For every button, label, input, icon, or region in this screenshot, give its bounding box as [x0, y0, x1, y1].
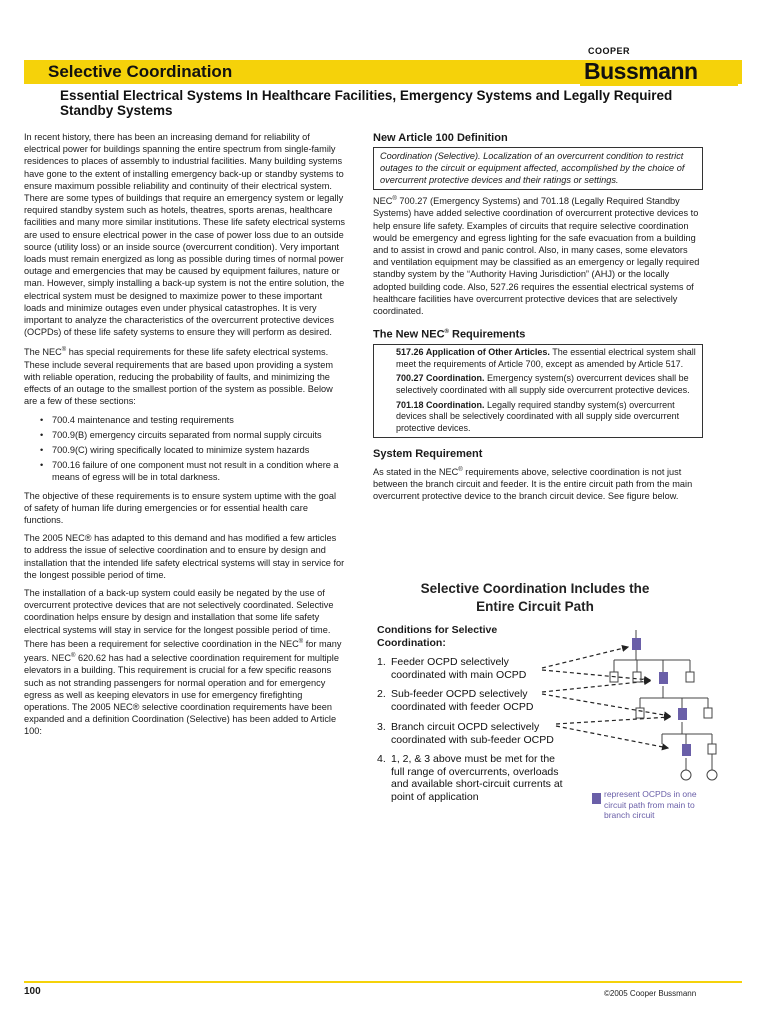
paragraph-system-requirement: As stated in the NEC® requirements above, selective coordination is not just between the branch circuit and feeder. It is the entire circuit path from the main overcurrent protective device to the branch circuit device. See figure below.	[373, 466, 693, 501]
brand-main-text: Bussmann	[584, 58, 698, 84]
condition-item-1: 1. Feeder OCPD selectively coordinated with main OCPD	[377, 656, 527, 681]
arrow-branch	[556, 726, 668, 748]
arrow-branch-subfeeder	[556, 717, 670, 724]
paragraph-2005-nec: The 2005 NEC® has adapted to this demand and has modified a few articles to address the issue of selective coordination and to ensure by design and installation that the intended life safety electrical systems will stay in service for the longest possible period of time.	[24, 533, 345, 580]
condition-item-4: 4. 1, 2, & 3 above must be met for the full range of overcurrents, overloads and available short-circuit currents at point of application	[377, 753, 563, 803]
legend-text: represent OCPDs in one circuit path from main to branch circuit	[604, 789, 697, 820]
arrow-subfeeder-feeder	[542, 681, 650, 692]
list-item: • 700.9(C) wiring specifically located to minimize system hazards	[40, 444, 310, 455]
ocpd-main-marker	[632, 638, 641, 650]
paragraph-intro: In recent history, there has been an increasing demand for reliability of electrical power for buildings spanning the entire spectrum from single-family residences to places of assembly to industrial facilities. Many building systems have gone to the extent of installing emergency back-up or standby systems to ensure maximum possible reliability and continuity of their electrical system. There are some types of buildings that require an emergency system or legally required standby system such as hotels, theatres, sports arenas, healthcare facilities and many more similar institutions. These life safety electrical systems are used to ensure electrical power in the case of power loss due to an outside source (utility loss) or an inside source (overcurrent condition). Very important loads must remain energized as long as possible during times of normal power outage and emergencies that may be caused by equipment failures, nature or man. However, simply installing a back-up system is not the entire solution, the electrical system must be designed to maximize power to these important loads and minimize outages even under physical catastrophes. It is very important to analyze the characteristics of the overcurrent protective devices (OCPDs) of these life safety systems to ensure they will perform as desired.	[24, 132, 345, 338]
page-subtitle: Essential Electrical Systems In Healthcare Facilities, Emergency Systems and Legally Required Standby Systems	[60, 88, 673, 118]
paragraph-nec-requirements: The NEC® has special requirements for these life safety electrical systems. These include several requirements that are based upon providing a system with reliable operation, reducing the probability of faults, and minimizing the effects of an outage to the smallest portion of the system as possible. Below are a few of these sections:	[24, 347, 333, 407]
heading-definition: New Article 100 Definition	[373, 132, 508, 144]
definition-box: Coordination (Selective). Localization of an overcurrent condition to restrict outages to the circuit or equipment affected, accomplished by the choice of overcurrent protective devices and their ratings or settings.	[373, 147, 703, 190]
requirement-701-18: 701.18 Coordination. Legally required standby system(s) overcurrent devices shall be selectively coordinated with all supply side overcurrent protective devices.	[396, 399, 680, 433]
heading-system-requirement: System Requirement	[373, 448, 483, 461]
requirement-700-27: 700.27 Coordination. Emergency system(s) overcurrent devices shall be selectively coordinated with all supply side overcurrent protective devices.	[396, 373, 690, 395]
list-item: • 700.4 maintenance and testing requirements	[40, 414, 234, 425]
list-item: • 700.9(B) emergency circuits separated from normal supply circuits	[40, 429, 322, 440]
paragraph-backup-system: The installation of a back-up system could easily be negated by the use of overcurrent protective devices that are not selectively coordinated. Selective coordination helps ensure by design and installation that some life safety electrical systems will stay in service for the longest possible period of time. There has been a requirement for selective coordination in the NEC® for many years. NEC® 620.62 has had a selective coordination requirement for multiple elevators in a building. This requirement is crucial for a few specific reasons such as not stranding passengers for normal operation and for emergency egress as well as keeping elevators in use for emergency firefighting operations. The 2005 NEC® selective coordination requirements have been expanded and a definition Coordination (Selective) has been added to Article 100:	[24, 587, 342, 737]
arrow-subfeeder	[542, 694, 670, 716]
footer-rule	[24, 981, 742, 983]
condition-item-2: 2. Sub-feeder OCPD selectively coordinated with feeder OCPD	[377, 688, 534, 713]
brand-top-text: COOPER	[588, 46, 631, 56]
paragraph-nec-700-27: NEC® 700.27 (Emergency Systems) and 701.18 (Legally Required Standby Systems) have added selective coordination of overcurrent protective devices to help ensure life safety. Examples of circuits that require selective coordination would be emergency and egress lighting for the safe evacuation from a building and to assist in crowd and panic control. Also, in many cases, some elevators and ventilation equipment may be classified as an emergency or legally required standby system by the “Authority Having Jurisdiction” (AHJ) or the locally adopted building code. Also, 527.26 requires the essential electrical systems of healthcare facilities have overcurrent protective devices that are selectively coordinated.	[373, 196, 700, 317]
legend-swatch	[592, 793, 601, 804]
paragraph-objective: The objective of these requirements is to ensure system uptime with the goal of safety of human life during emergencies or for essential health care functions.	[24, 490, 337, 525]
ocpd-branch-marker	[682, 744, 691, 756]
copyright-text: ©2005 Cooper Bussmann	[604, 989, 697, 998]
conditions-heading: Conditions for Selective Coordination:	[377, 624, 498, 649]
ocpd-subfeeder-marker	[678, 708, 687, 720]
condition-item-3: 3. Branch circuit OCPD selectively coordinated with sub-feeder OCPD	[377, 721, 554, 746]
arrow-feeder-main	[542, 647, 628, 668]
figure-title: Selective Coordination Includes the Entire Circuit Path	[420, 581, 650, 614]
list-item: • 700.16 failure of one component must not result in a condition where a means of egress will be in total darkness.	[40, 460, 339, 483]
page-number: 100	[24, 986, 41, 997]
requirement-517-26: 517.26 Application of Other Articles. The essential electrical system shall meet the requirements of Article 700, except as amended by Article 517.	[396, 347, 696, 369]
section-title: Selective Coordination	[48, 62, 233, 81]
heading-new-requirements: The New NEC® Requirements	[373, 328, 526, 341]
ocpd-feeder-marker	[659, 672, 668, 684]
